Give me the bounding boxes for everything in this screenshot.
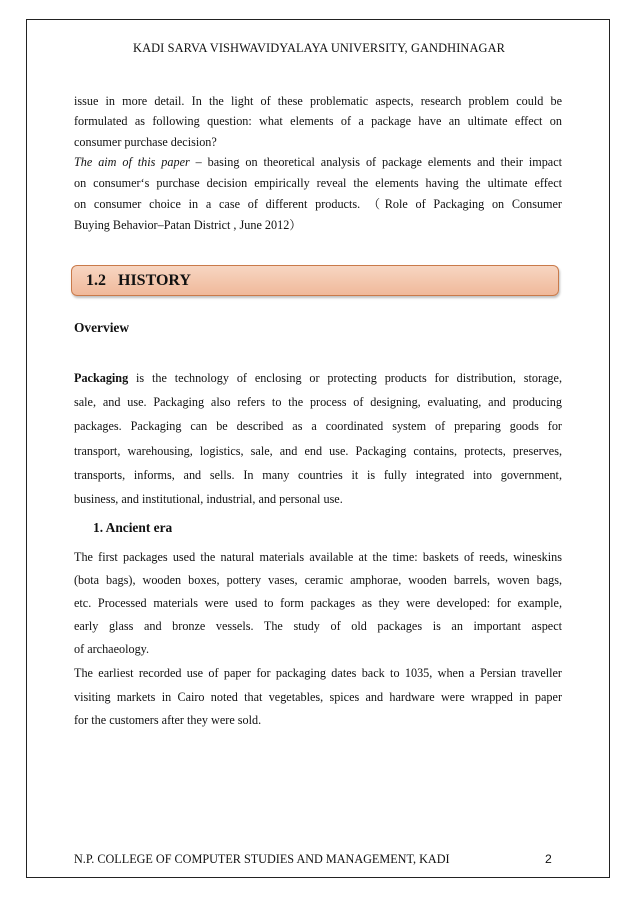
intro-line: consumer purchase decision? xyxy=(74,134,217,149)
overview-lead-term: Packaging xyxy=(74,371,129,385)
section-title: HISTORY xyxy=(118,272,191,289)
ancient-era-heading: 1. Ancient era xyxy=(93,520,173,535)
overview-line: transports, informs, and sells. In many countries it is fully integrated into government, xyxy=(74,467,562,482)
overview-line: transport, warehousing, logistics, sale, and end use. Packaging contains, protects, preserves, xyxy=(74,443,562,458)
ancient-line: etc. Processed materials were used to form packages as they were developed: for example, xyxy=(74,596,562,610)
overview-line: sale, and use. Packaging also refers to the process of designing, evaluating, and producing xyxy=(74,395,562,410)
section-number: 1.2 xyxy=(86,272,106,289)
ancient-line: for the customers after they were sold. xyxy=(74,713,262,727)
ancient-line: of archaeology. xyxy=(74,642,150,656)
ancient-paragraph-2 xyxy=(74,662,562,733)
section-heading-box xyxy=(71,265,559,296)
page-header: KADI SARVA VISHWAVIDYALAYA UNIVERSITY, GANDHINAGAR xyxy=(133,41,505,55)
overview-heading: Overview xyxy=(74,320,130,335)
section-heading xyxy=(86,272,191,290)
ancient-line: visiting markets in Cairo noted that vegetables, spices and hardware were wrapped in paper xyxy=(74,689,562,704)
ancient-line: The first packages used the natural materials available at the time: baskets of reeds, wineskins xyxy=(74,550,562,564)
page-number: 2 xyxy=(545,852,552,866)
ancient-paragraph-1 xyxy=(74,546,562,661)
page-footer: N.P. COLLEGE OF COMPUTER STUDIES AND MANAGEMENT, KADI xyxy=(74,852,450,866)
aim-line xyxy=(74,152,562,173)
aim-line: on consumer‘s purchase decision empirically reveal the elements having the ultimate effect xyxy=(74,176,562,190)
ancient-line: (bota bags), wooden boxes, pottery vases, ceramic amphorae, wooden barrels, woven bags, xyxy=(74,573,562,587)
overview-line: packages. Packaging can be described as a coordinated system of preparing goods for xyxy=(74,419,562,434)
aim-line1-rest: – basing on theoretical analysis of package elements and their impact xyxy=(189,155,562,169)
overview-line1-rest: is the technology of enclosing or protecting products for distribution, storage, xyxy=(128,371,562,385)
intro-line: formulated as following question: what elements of a package have an ultimate effect on xyxy=(74,114,562,129)
overview-line: business, and institutional, industrial, and personal use. xyxy=(74,492,343,507)
aim-italic-lead: The aim of this paper xyxy=(74,155,190,169)
intro-paragraph xyxy=(74,91,562,152)
ancient-line: The earliest recorded use of paper for packaging dates back to 1035, when a Persian traveller xyxy=(74,666,562,680)
ancient-line: early glass and bronze vessels. The study of old packages is an important aspect xyxy=(74,619,562,633)
aim-line: on consumer choice in a case of different products. （Role of Packaging on Consumer xyxy=(74,197,562,211)
overview-paragraph xyxy=(74,366,562,511)
aim-line: Buying Behavior–Patan District , June 2012） xyxy=(74,218,302,232)
aim-paragraph xyxy=(74,152,562,236)
intro-line: issue in more detail. In the light of these problematic aspects, research problem could be xyxy=(74,94,562,108)
overview-line xyxy=(74,366,562,390)
